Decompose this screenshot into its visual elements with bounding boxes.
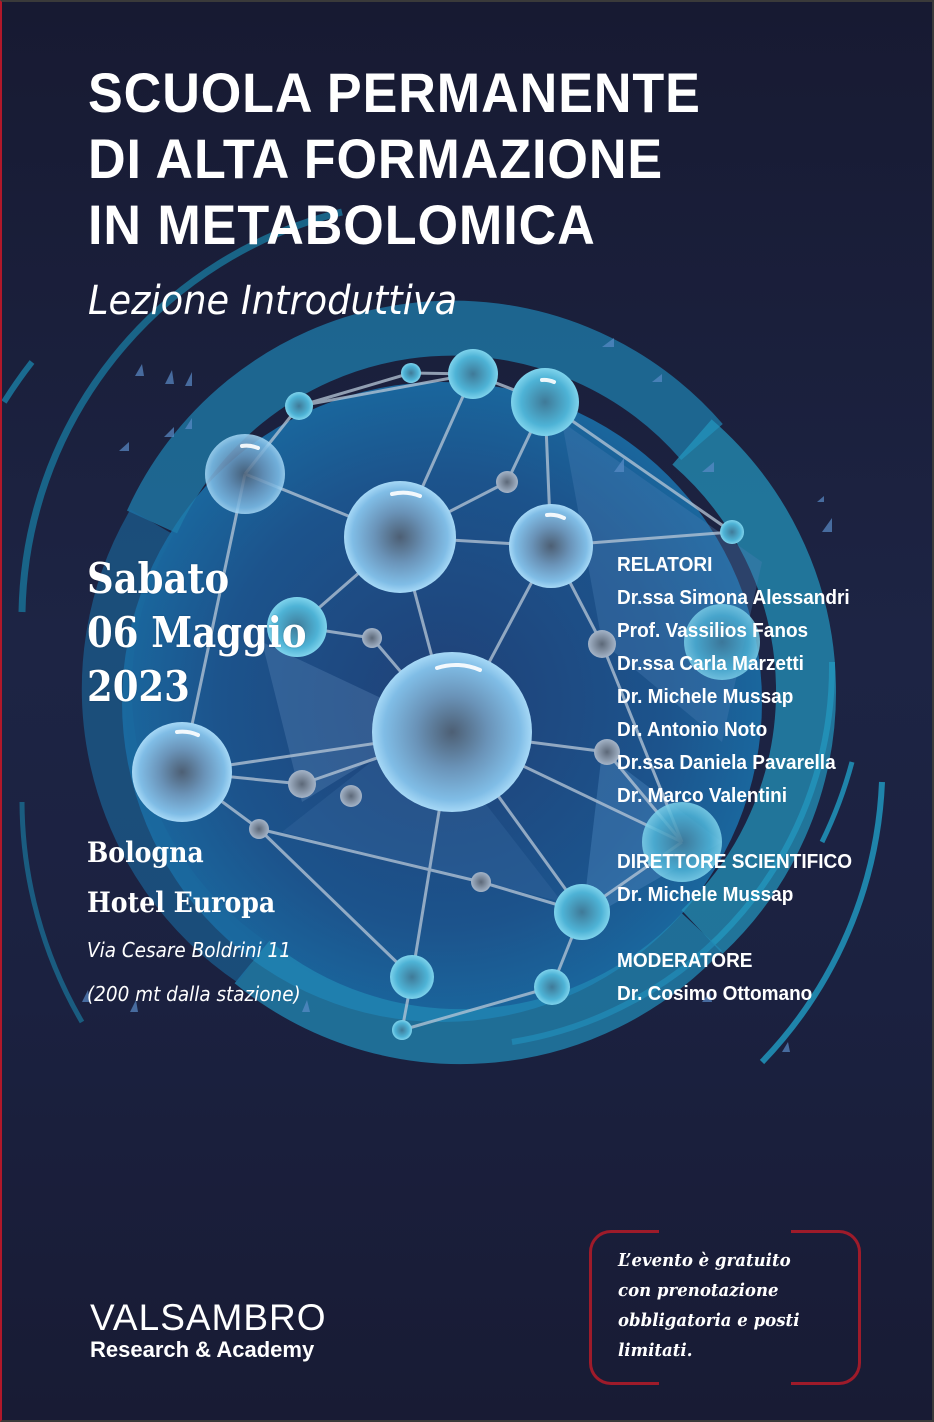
free-event-notice <box>589 1230 861 1385</box>
valsambro-logo <box>90 1298 327 1362</box>
venue-hotel: Hotel Europa <box>87 886 276 919</box>
notice-line: limitati. <box>618 1340 693 1361</box>
moderator-name: Dr. Cosimo Ottomano <box>617 983 813 1005</box>
scientific-director-heading: DIRETTORE SCIENTIFICO <box>617 851 853 873</box>
speaker-name: Dr.ssa Simona Alessandri <box>617 587 850 609</box>
logo-tagline: Research & Academy <box>90 1337 315 1362</box>
title-line-2: DI ALTA FORMAZIONE <box>88 127 664 190</box>
notice-line: obbligatoria e posti <box>618 1310 800 1331</box>
scientific-director-name: Dr. Michele Mussap <box>617 884 794 906</box>
date-day-month: 06 Maggio <box>87 608 307 657</box>
date-weekday: Sabato <box>87 554 230 603</box>
scientific-director-group <box>617 846 852 912</box>
notice-bracket-right <box>791 1230 861 1385</box>
moderator-group <box>617 945 852 1011</box>
notice-line: L’evento è gratuito <box>618 1250 791 1271</box>
venue-address: Via Cesare Boldrini 11 <box>87 938 291 962</box>
moderator-heading: MODERATORE <box>617 950 753 972</box>
speaker-name: Dr. Michele Mussap <box>617 686 794 708</box>
venue-note: (200 mt dalla stazione) <box>87 982 301 1006</box>
event-subtitle: Lezione Introduttiva <box>88 278 458 324</box>
speaker-name: Dr. Antonio Noto <box>617 719 768 741</box>
people-list <box>617 549 852 1011</box>
speakers-heading: RELATORI <box>617 554 713 576</box>
event-title <box>88 60 701 258</box>
speaker-name: Dr. Marco Valentini <box>617 785 788 807</box>
event-venue <box>87 828 319 1016</box>
title-line-1: SCUOLA PERMANENTE <box>88 61 701 124</box>
venue-city: Bologna <box>87 836 204 869</box>
speakers-group <box>617 549 852 813</box>
speaker-name: Dr.ssa Carla Marzetti <box>617 653 804 675</box>
event-date <box>87 552 307 714</box>
date-year: 2023 <box>87 662 190 711</box>
logo-brand: VALSAMBRO <box>90 1297 327 1338</box>
notice-text <box>618 1246 799 1366</box>
title-line-3: IN METABOLOMICA <box>88 193 596 256</box>
speaker-name: Dr.ssa Daniela Pavarella <box>617 752 836 774</box>
notice-line: con prenotazione <box>618 1280 779 1301</box>
speaker-name: Prof. Vassilios Fanos <box>617 620 809 642</box>
